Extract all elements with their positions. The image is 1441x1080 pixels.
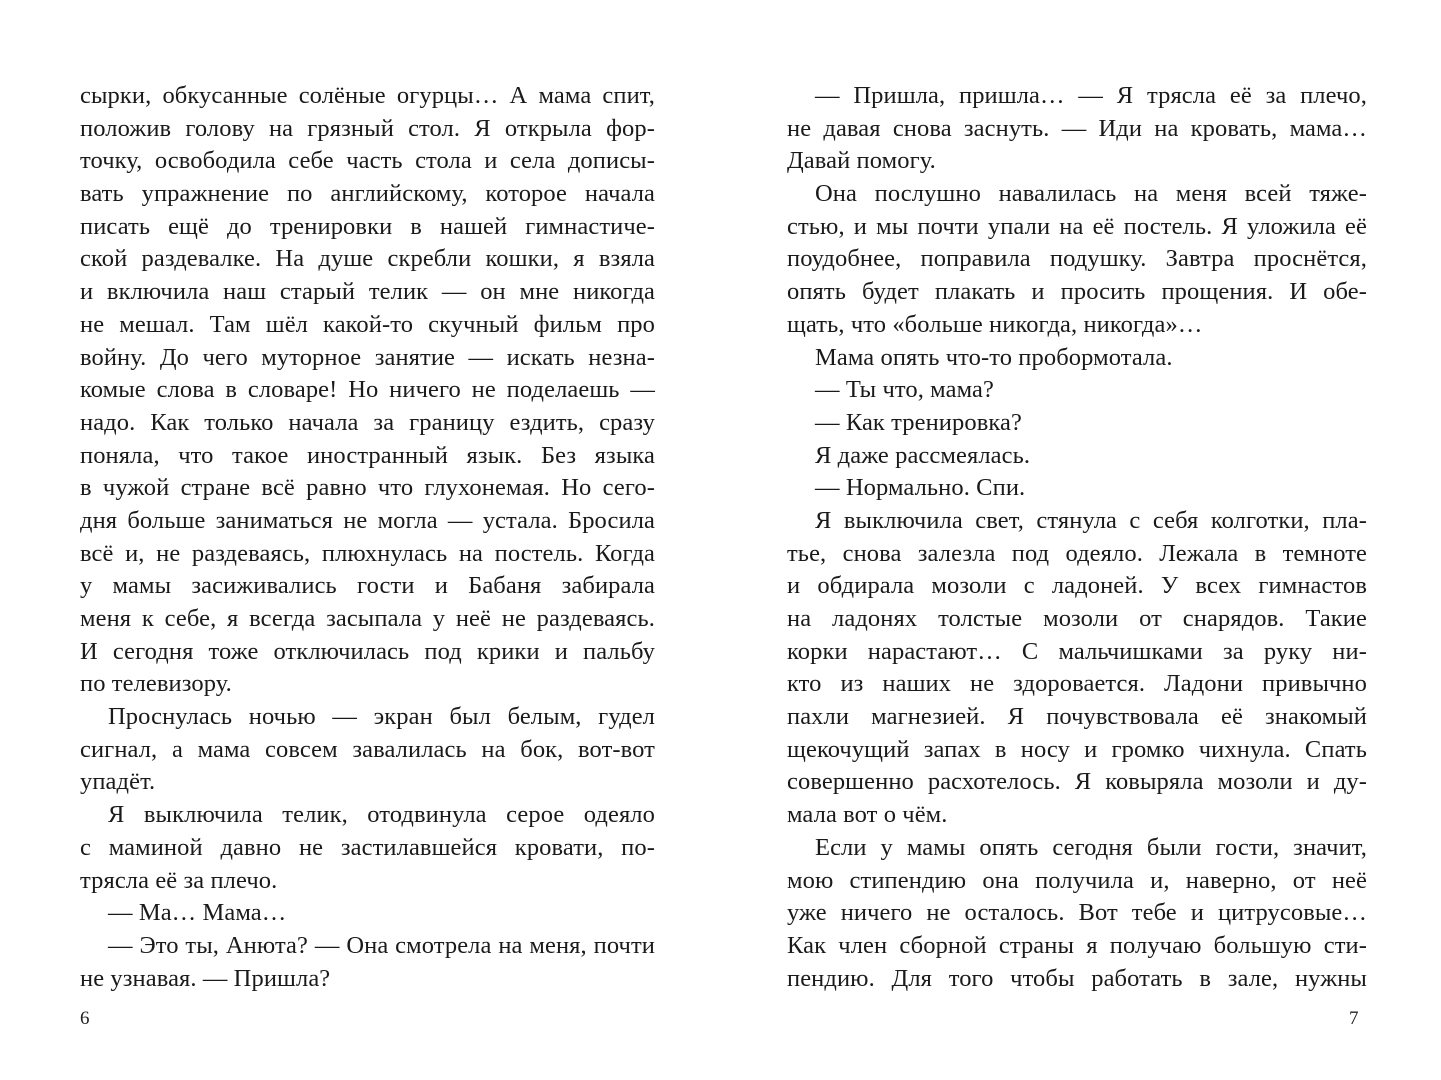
text-line: сырки, обкусанные солёные огурцы… А мама спит, [80,82,655,109]
text-line: на ладонях толстые мозоли от снарядов. Такие [787,605,1367,632]
text-line: упадёт. [80,768,156,796]
text-line: точку, освободила себе часть стола и села дописы- [80,147,655,175]
text-line: положив голову на грязный стол. Я открыла фор- [80,114,655,142]
text-line: дня больше заниматься не могла — устала. Бросила [80,506,655,534]
right-page [720,0,1441,1080]
text-line: меня к себе, я всегда засыпала у неё не раздеваясь. [80,605,655,632]
text-line: мала вот о чём. [787,801,948,829]
text-line: Я выключила свет, стянула с себя колготки, пла- [815,506,1367,534]
text-line: Если у мамы опять сегодня были гости, значит, [815,833,1367,861]
text-line: — Нормально. Спи. [815,474,1026,502]
text-line: комые слова в словаре! Но ничего не поделаешь — [80,376,655,404]
text-line: поудобнее, поправила подушку. Завтра проснётся, [787,245,1367,273]
text-line: у мамы засиживались гости и Бабаня забирала [80,572,655,600]
text-line: — Ма… Мама… [108,899,287,927]
text-line: всё и, не раздеваясь, плюхнулась на постель. Когда [80,539,655,567]
text-line: Я выключила телик, отодвинула серое одеяло [108,801,655,829]
text-line: мою стипендию она получила и, наверно, от неё [787,866,1367,894]
text-line: и обдирала мозоли с ладоней. У всех гимнастов [787,572,1367,600]
text-line: поняла, что такое иностранный язык. Без языка [80,441,655,469]
text-line: — Как тренировка? [815,408,1022,436]
text-line: в чужой стране всё равно что глухонемая. Но сего- [80,474,655,502]
text-line: стью, и мы почти упали на её постель. Я уложила её [787,212,1367,240]
text-line: тье, снова залезла под одеяло. Лежала в темноте [787,539,1367,567]
text-line: уже ничего не осталось. Вот тебе и цитрусовые… [787,899,1367,927]
text-line: не давая снова заснуть. — Иди на кровать, мама… [787,114,1367,142]
text-line: пахли магнезией. Я почувствовала её знакомый [787,703,1367,731]
page-number-right: 7 [1349,1008,1359,1029]
text-line: писать ещё до тренировки в нашей гимнастиче- [80,212,655,240]
text-line: Проснулась ночью — экран был белым, гудел [108,703,655,731]
text-line: не узнавая. — Пришла? [80,964,331,992]
page-number-left: 6 [80,1008,90,1029]
text-line: корки нарастают… С мальчишками за руку ни- [787,637,1367,665]
text-line: И сегодня тоже отключилась под крики и пальбу [80,637,655,665]
text-line: Я даже рассмеялась. [815,441,1031,469]
text-line: надо. Как только начала за границу ездить, сразу [80,408,655,436]
text-line: трясла её за плечо. [80,866,278,894]
text-line: щать, что «больше никогда, никогда»… [787,310,1203,338]
text-line: не мешал. Там шёл какой-то скучный фильм про [80,310,655,338]
text-line: совершенно расхотелось. Я ковыряла мозоли и ду- [787,768,1367,796]
text-line: и включила наш старый телик — он мне никогда [80,278,655,306]
text-line: ской раздевалке. На душе скребли кошки, я взяла [80,245,655,273]
left-page [0,0,720,1080]
text-line: Давай помогу. [787,147,936,175]
text-line: по телевизору. [80,670,232,698]
text-line: Как член сборной страны я получаю большую сти- [787,931,1367,959]
text-line: щекочущий запах в носу и громко чихнула. Спать [787,735,1367,763]
text-line: сигнал, а мама совсем завалилась на бок, вот-вот [80,735,655,763]
text-line: — Ты что, мама? [815,376,994,404]
text-line: Она послушно навалилась на меня всей тяже- [815,180,1367,208]
text-line: кто из наших не здоровается. Ладони привычно [787,670,1367,698]
text-line: вать упражнение по английскому, которое начала [80,180,655,208]
text-line: пендию. Для того чтобы работать в зале, нужны [787,964,1367,992]
text-line: опять будет плакать и просить прощения. И обе- [787,278,1367,306]
text-line: Мама опять что-то пробормотала. [815,343,1173,371]
text-line: — Это ты, Анюта? — Она смотрела на меня, почти [108,931,655,959]
text-line: — Пришла, пришла… — Я трясла её за плечо, [815,82,1367,109]
text-line: войну. До чего муторное занятие — искать незна- [80,343,655,371]
left-page-text [80,80,655,995]
text-line: с маминой давно не застилавшейся кровати, по- [80,833,655,861]
right-page-text [787,80,1367,995]
